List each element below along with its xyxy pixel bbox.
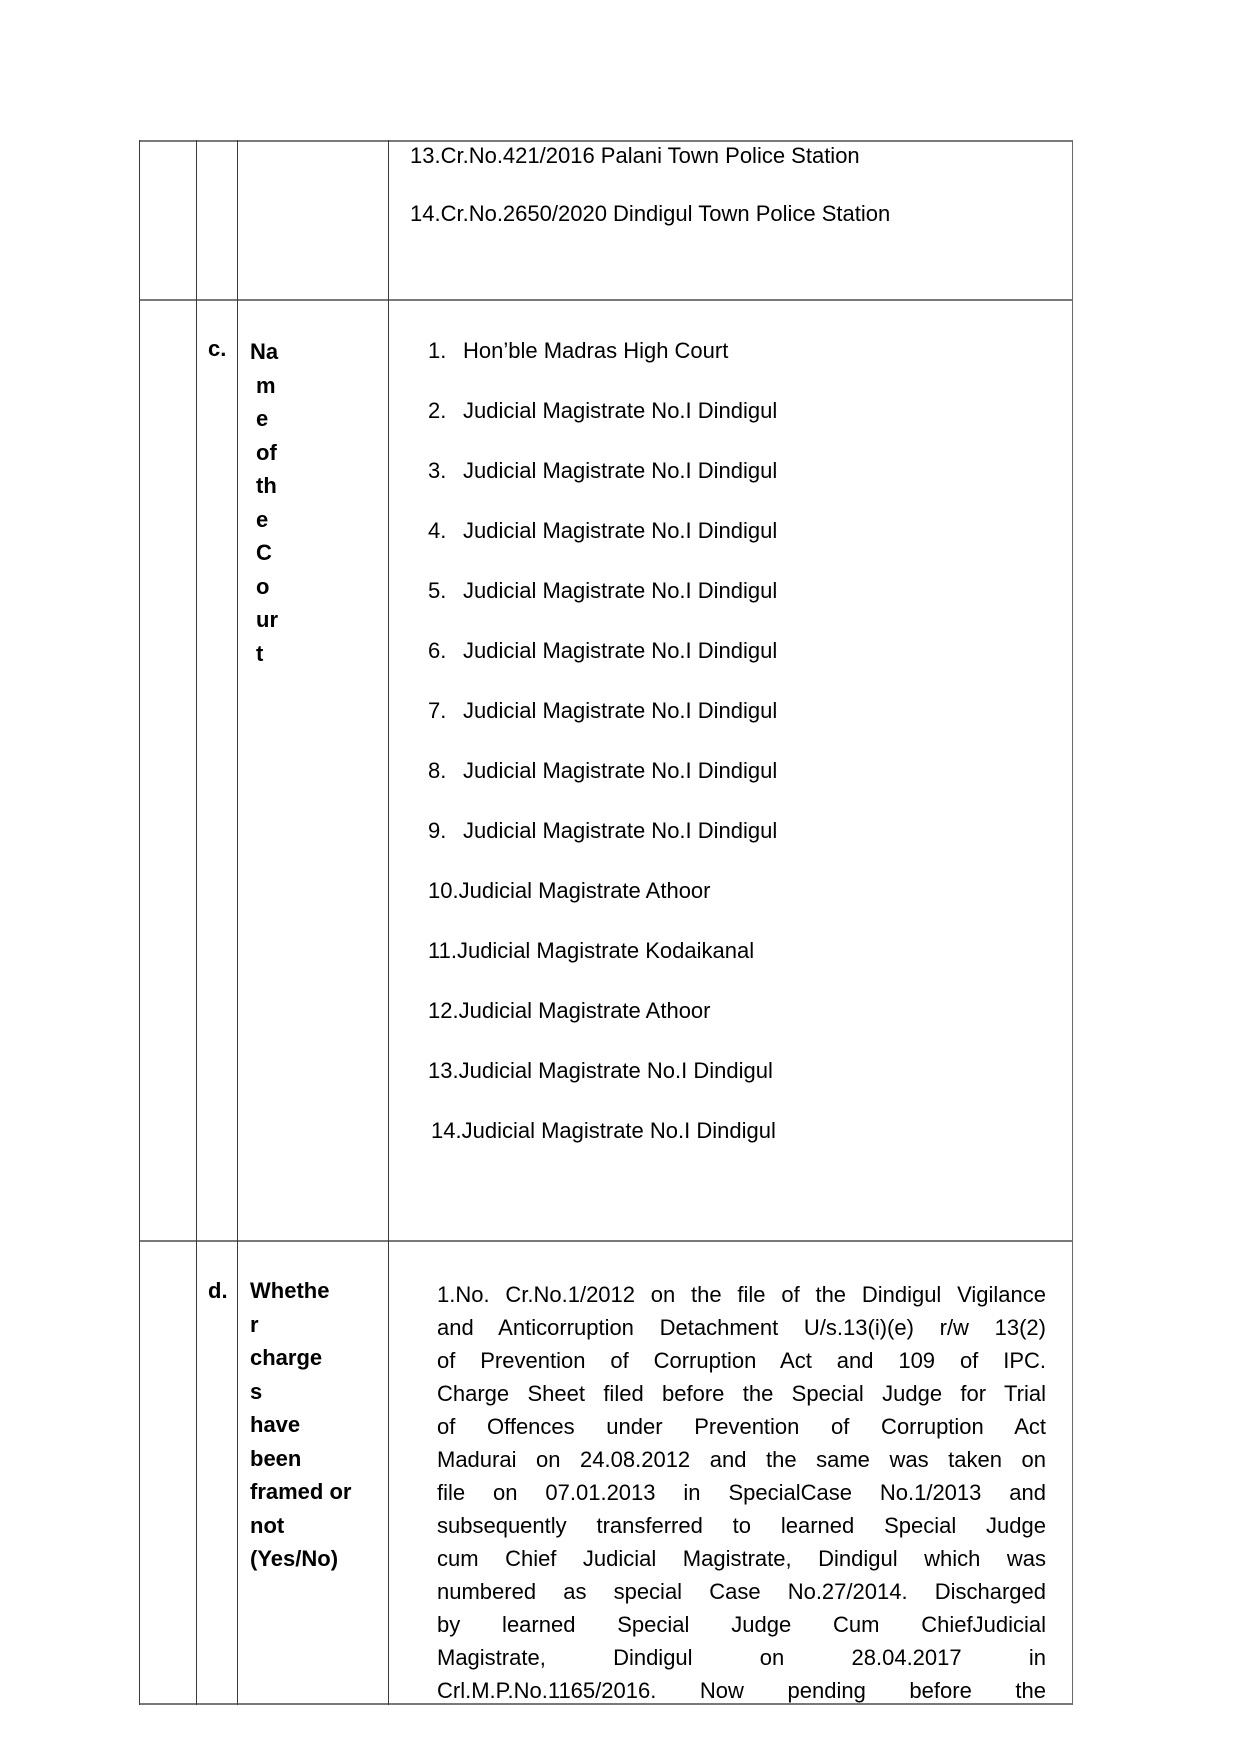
row-letter-c: c. — [208, 336, 227, 361]
paragraph-line: Madurai on 24.08.2012 and the same was taken on — [437, 1447, 1046, 1472]
court-number: 3. — [428, 458, 447, 483]
court-list-item — [428, 338, 728, 364]
court-name: Hon’ble Madras High Court — [463, 338, 729, 363]
court-name: Judicial Magistrate Kodaikanal — [456, 938, 755, 963]
column-divider-1 — [196, 140, 197, 1705]
court-number: 11. — [428, 938, 457, 963]
label-fragment: m — [256, 372, 276, 398]
court-number: 5. — [428, 578, 447, 603]
court-list-item — [428, 698, 777, 724]
paragraph-line: 1.No. Cr.No.1/2012 on the file of the Dindigul Vigilance — [437, 1282, 1046, 1307]
court-list-item — [428, 818, 777, 844]
paragraph-line: numbered as special Case No.27/2014. Discharged — [437, 1579, 1046, 1604]
label-fragment: charge — [250, 1345, 323, 1370]
court-list-item — [428, 878, 711, 904]
court-number: 14. — [431, 1118, 462, 1143]
label-fragment: (Yes/No) — [250, 1546, 339, 1571]
column-divider-3 — [388, 140, 389, 1705]
label-fragment: have — [250, 1412, 301, 1437]
court-number: 6. — [428, 638, 447, 663]
charges-paragraph — [437, 1278, 1046, 1707]
court-number: 13. — [428, 1058, 459, 1083]
court-name: Judicial Magistrate No.I Dindigul — [461, 1118, 776, 1143]
label-fragment: of — [256, 439, 277, 465]
court-list-item — [428, 758, 777, 784]
court-name: Judicial Magistrate No.I Dindigul — [463, 458, 778, 483]
label-fragment: o — [256, 573, 270, 599]
table-right-border — [1072, 140, 1073, 1705]
court-list-item — [428, 938, 754, 964]
court-name: Judicial Magistrate No.I Dindigul — [463, 698, 778, 723]
label-fragment: s — [250, 1378, 263, 1404]
court-number: 2. — [428, 398, 447, 423]
paragraph-line: of Offences under Prevention of Corruption Act — [437, 1414, 1046, 1439]
court-number: 1. — [428, 338, 447, 363]
court-list-item — [431, 1118, 776, 1144]
table-left-border — [139, 140, 140, 1705]
row-letter-d: d. — [208, 1278, 228, 1303]
row-divider-continuation-c — [139, 299, 1073, 301]
court-list-item — [428, 638, 777, 664]
label-fragment: e — [256, 406, 269, 431]
court-list-item — [428, 1058, 773, 1084]
row-divider-c-d — [139, 1240, 1073, 1242]
court-name: Judicial Magistrate Athoor — [458, 998, 711, 1023]
court-number: 8. — [428, 758, 447, 783]
paragraph-line: Magistrate, Dindigul on 28.04.2017 in — [437, 1645, 1046, 1670]
court-name: Judicial Magistrate No.I Dindigul — [458, 1058, 773, 1083]
table-top-border — [139, 140, 1073, 142]
court-list-item — [428, 458, 777, 484]
paragraph-line: cum Chief Judicial Magistrate, Dindigul which was — [437, 1546, 1046, 1571]
court-number: 9. — [428, 818, 447, 843]
court-name: Judicial Magistrate No.I Dindigul — [463, 518, 778, 543]
court-list-item — [428, 398, 777, 424]
case-item: 14.Cr.No.2650/2020 Dindigul Town Police Station — [410, 201, 891, 226]
label-fragment: t — [256, 640, 264, 666]
court-name: Judicial Magistrate Athoor — [458, 878, 711, 903]
paragraph-line: Charge Sheet filed before the Special Judge for Trial — [437, 1381, 1046, 1406]
label-fragment: r — [250, 1311, 259, 1337]
court-name: Judicial Magistrate No.I Dindigul — [463, 818, 778, 843]
label-fragment: Na — [250, 339, 279, 364]
court-number: 7. — [428, 698, 447, 723]
paragraph-line: and Anticorruption Detachment U/s.13(i)(e) r/w 13(2) — [437, 1315, 1046, 1340]
court-number: 12. — [428, 998, 459, 1023]
court-name: Judicial Magistrate No.I Dindigul — [463, 638, 778, 663]
paragraph-line: of Prevention of Corruption Act and 109 of IPC. — [437, 1348, 1046, 1373]
case-item: 13.Cr.No.421/2016 Palani Town Police Station — [410, 143, 860, 168]
label-fragment: framed or — [250, 1479, 352, 1504]
paragraph-line: file on 07.01.2013 in SpecialCase No.1/2013 and — [437, 1480, 1046, 1505]
court-name: Judicial Magistrate No.I Dindigul — [463, 578, 778, 603]
label-fragment: C — [256, 540, 272, 565]
court-name: Judicial Magistrate No.I Dindigul — [463, 398, 778, 423]
paragraph-line: by learned Special Judge Cum ChiefJudicial — [437, 1612, 1046, 1637]
charges-framed-label — [250, 1278, 351, 1580]
label-fragment: been — [250, 1445, 302, 1471]
court-name: Judicial Magistrate No.I Dindigul — [463, 758, 778, 783]
court-list-item — [428, 518, 777, 544]
paragraph-line: Crl.M.P.No.1165/2016. Now pending before the — [437, 1678, 1046, 1703]
label-fragment: Whethe — [250, 1278, 330, 1303]
label-fragment: ur — [256, 607, 278, 632]
paragraph-line: subsequently transferred to learned Special Judge — [437, 1513, 1046, 1538]
name-of-court-label — [250, 339, 278, 674]
label-fragment: th — [256, 473, 277, 498]
court-number: 10. — [428, 878, 459, 903]
court-list-item — [428, 998, 711, 1024]
court-list-item — [428, 578, 777, 604]
court-number: 4. — [428, 518, 447, 543]
label-fragment: not — [250, 1512, 285, 1538]
column-divider-2 — [237, 140, 238, 1705]
label-fragment: e — [256, 506, 269, 532]
